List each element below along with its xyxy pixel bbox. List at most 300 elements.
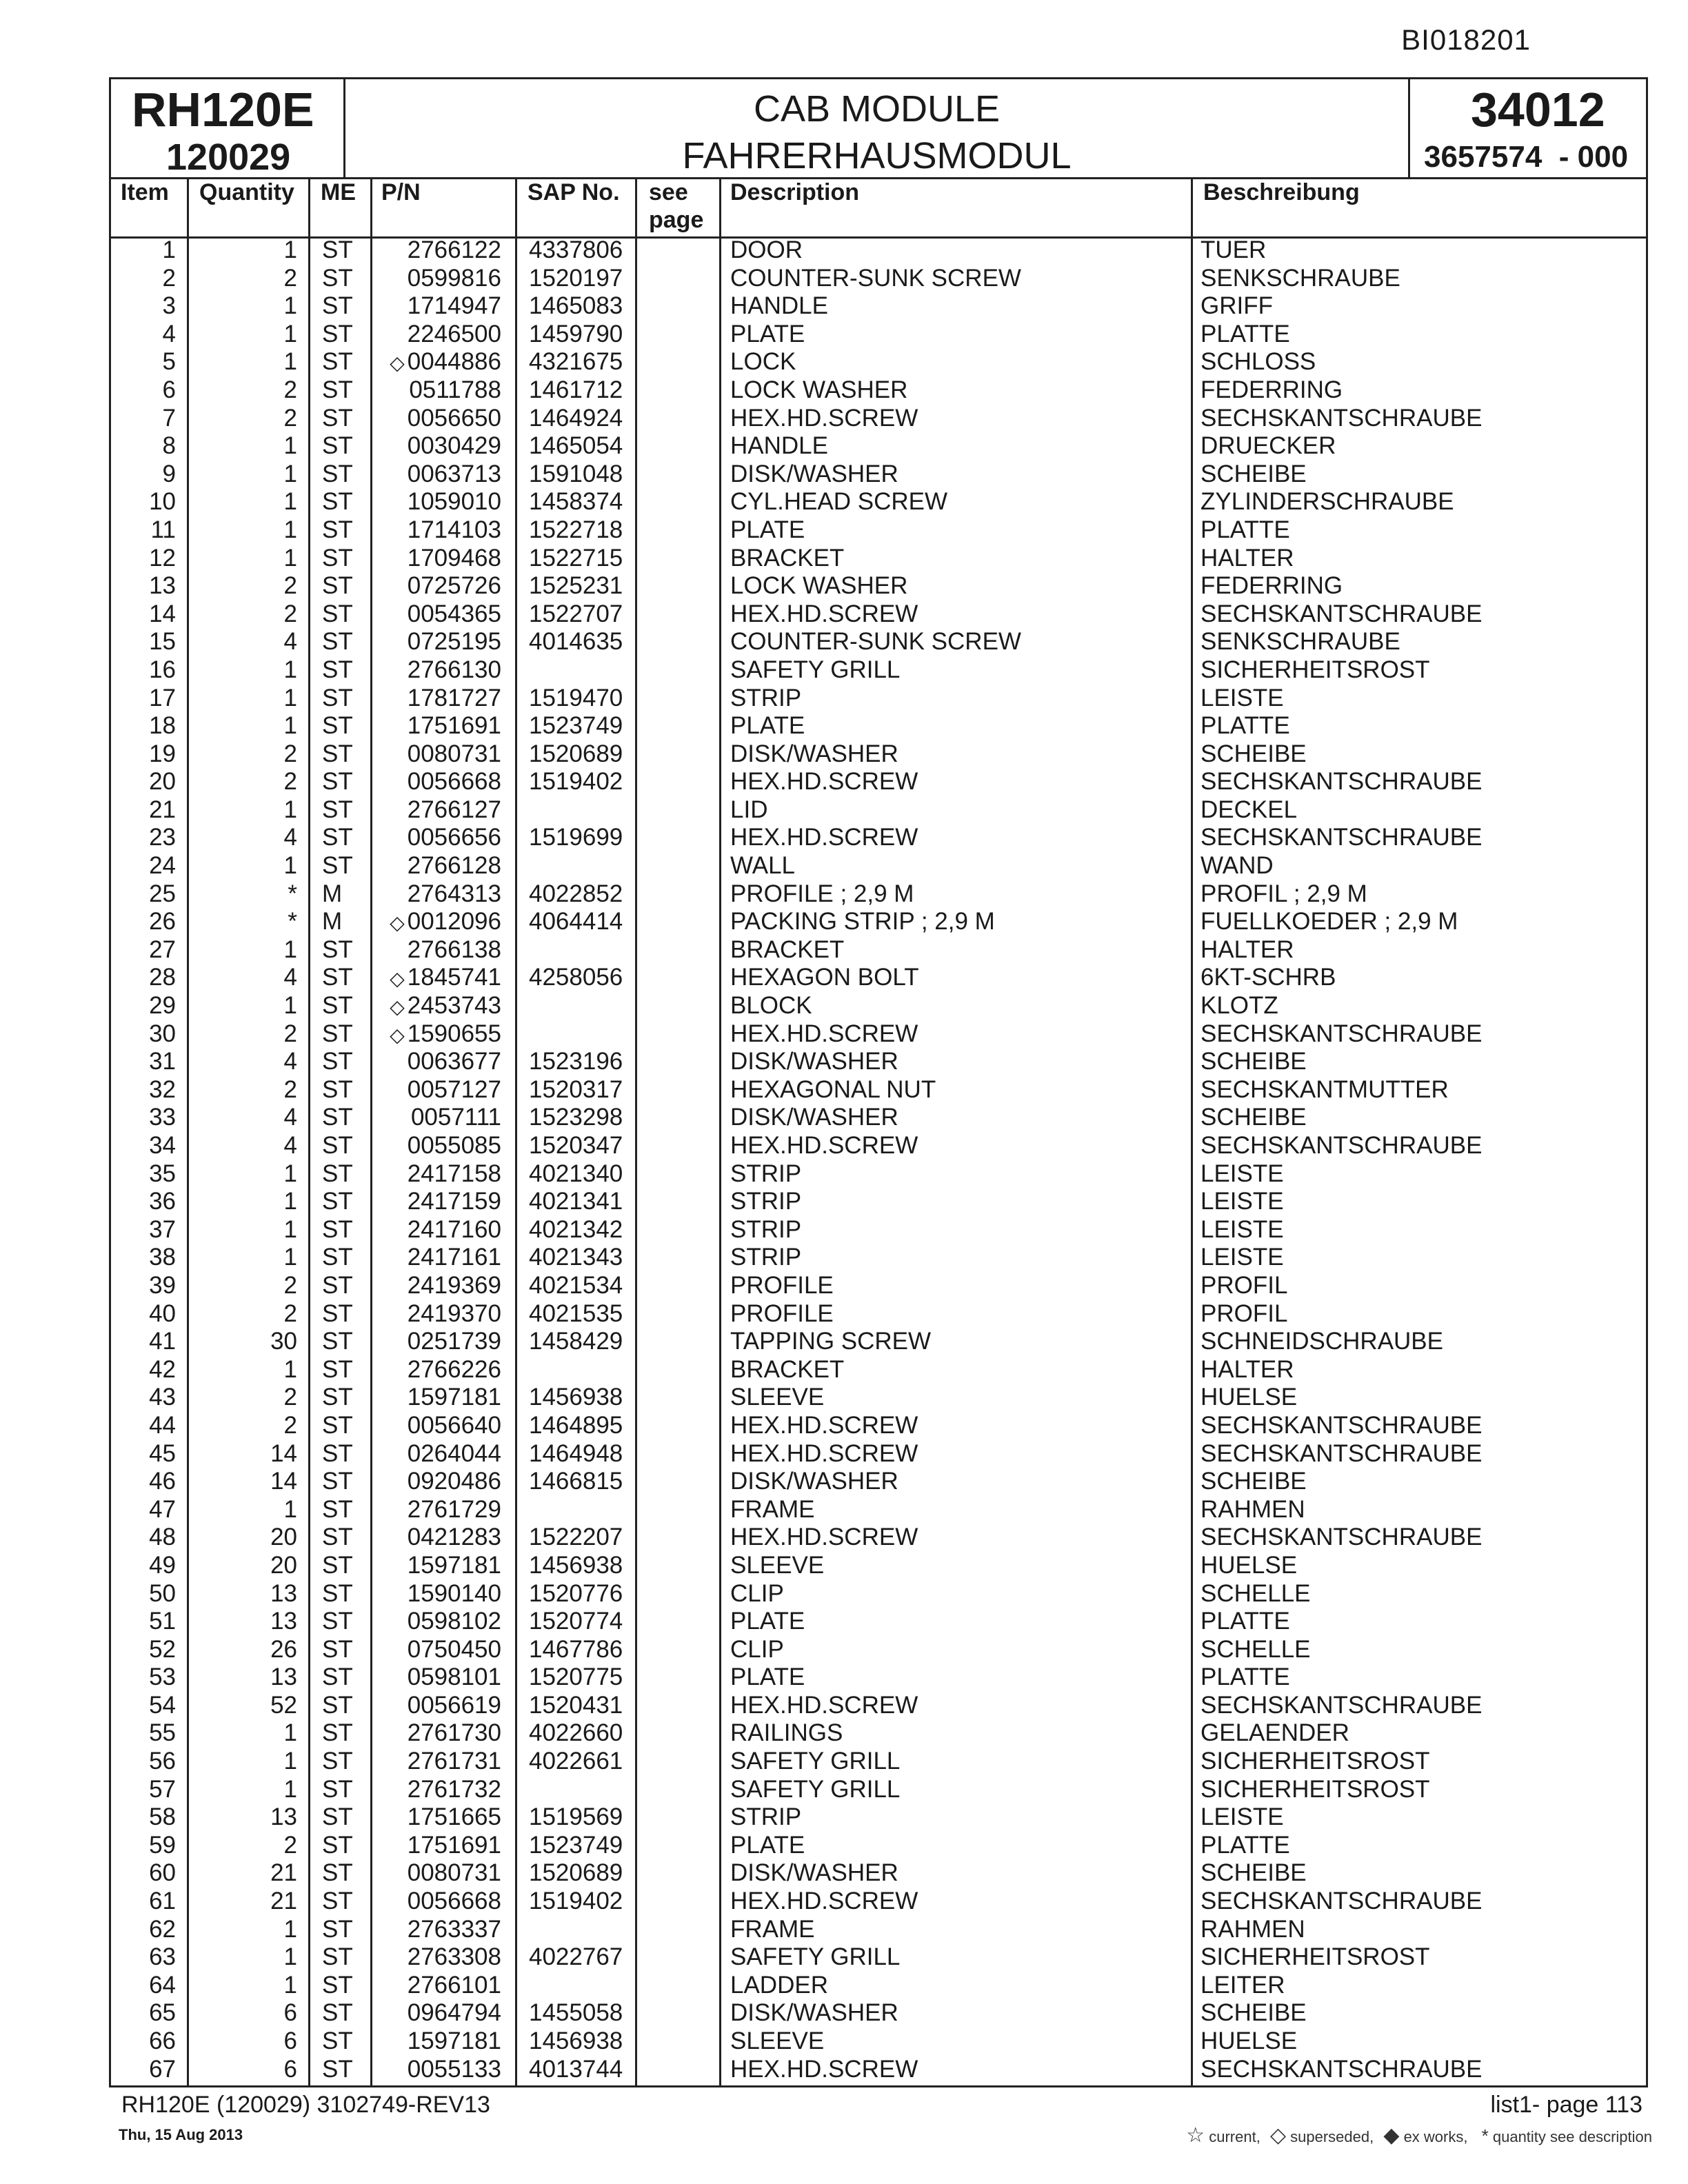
part-number-cell — [408, 1608, 501, 1636]
sap-number-cell — [529, 600, 623, 629]
part-number-cell — [408, 628, 501, 656]
description-cell — [730, 1608, 805, 1636]
part-number-cell — [390, 964, 501, 993]
beschreibung-cell-text: LEISTE — [1200, 1803, 1284, 1831]
item-number-text: 6 — [162, 376, 176, 403]
part-number-cell — [408, 936, 501, 964]
item-number-text: 65 — [149, 1999, 176, 2027]
unit-cell-text: M — [322, 908, 343, 936]
quantity-cell — [284, 292, 297, 321]
description-cell — [730, 321, 805, 349]
part-number-cell-text: 1751665 — [407, 1803, 501, 1831]
quantity-cell-text: 2 — [283, 600, 297, 627]
unit-cell-text: ST — [322, 2028, 353, 2054]
quantity-cell-text: 26 — [270, 1635, 297, 1663]
description-cell — [730, 936, 844, 964]
beschreibung-cell — [1200, 1943, 1430, 1972]
table-row — [111, 1832, 1646, 1860]
table-row — [111, 461, 1646, 489]
item-number-text: 11 — [150, 516, 176, 543]
quantity-cell — [284, 432, 297, 461]
item-number-text: 29 — [149, 992, 176, 1020]
quantity-cell — [284, 2028, 297, 2056]
sap-number-cell — [529, 2028, 623, 2056]
quantity-cell — [270, 1552, 297, 1580]
quantity-cell — [284, 852, 297, 880]
unit-cell — [322, 1636, 353, 1664]
description-cell — [730, 712, 805, 740]
sap-number-cell-text: 4258056 — [529, 964, 623, 991]
description-cell — [730, 1943, 900, 1972]
item-number-text: 53 — [149, 1664, 176, 1691]
unit-cell-text: ST — [322, 1915, 353, 1943]
description-cell-text: DISK/WASHER — [730, 740, 898, 767]
item-number-text: 3 — [162, 292, 176, 320]
item-number-text: 32 — [149, 1075, 176, 1103]
quantity-cell-text: 2 — [283, 768, 297, 796]
description-cell-text: BLOCK — [730, 992, 812, 1020]
quantity-cell-text: 2 — [283, 1411, 297, 1439]
description-cell-text: PROFILE ; 2,9 M — [730, 880, 914, 907]
item-number — [149, 2028, 176, 2056]
quantity-cell-text: 2 — [283, 264, 297, 292]
table-row — [111, 1972, 1646, 2000]
beschreibung-cell-text: PLATTE — [1200, 1608, 1290, 1635]
description-cell — [730, 796, 767, 825]
item-number — [149, 600, 176, 629]
quantity-cell — [270, 1859, 297, 1888]
quantity-cell — [270, 1608, 297, 1636]
sap-number-cell-text: 1520347 — [529, 1132, 623, 1159]
beschreibung-cell-text: FUELLKOEDER ; 2,9 M — [1200, 908, 1458, 936]
beschreibung-cell — [1200, 685, 1284, 713]
description-cell-text: WALL — [730, 852, 796, 880]
sap-number-cell — [529, 1104, 623, 1132]
item-number — [149, 852, 176, 880]
beschreibung-cell-text: LEISTE — [1200, 1160, 1284, 1187]
quantity-cell — [284, 1748, 297, 1776]
unit-cell-text: ST — [322, 656, 353, 683]
description-cell-text: FRAME — [730, 1495, 815, 1523]
part-number-cell — [408, 1356, 501, 1384]
item-number-text: 18 — [149, 712, 176, 740]
beschreibung-cell-text: SECHSKANTSCHRAUBE — [1200, 1524, 1483, 1551]
beschreibung-cell — [1200, 432, 1336, 461]
item-number-text: 56 — [149, 1748, 176, 1775]
part-number-cell — [408, 1748, 501, 1776]
sap-number-cell-text: 4022660 — [529, 1719, 623, 1747]
description-cell-text: BRACKET — [730, 1355, 845, 1383]
quantity-cell — [284, 321, 297, 349]
sap-number-cell-text: 1591048 — [529, 460, 623, 487]
quantity-cell — [284, 1076, 297, 1104]
description-cell-text: PACKING STRIP ; 2,9 M — [730, 908, 995, 936]
footer-page-number: list1- page 113 — [1490, 2092, 1642, 2118]
beschreibung-cell-text: SICHERHEITSROST — [1200, 1775, 1430, 1803]
unit-cell-text: ST — [322, 348, 353, 376]
beschreibung-cell — [1200, 1020, 1482, 1049]
table-row — [111, 1888, 1646, 1916]
diamond-filled-icon: ◆ — [1383, 2124, 1400, 2147]
part-number-cell — [408, 1496, 501, 1524]
unit-cell-text: ST — [322, 1579, 353, 1607]
part-number-cell — [408, 1132, 501, 1160]
item-number-text: 62 — [149, 1915, 176, 1943]
description-cell-text: HEX.HD.SCREW — [730, 1439, 918, 1467]
sap-number-cell-text: 1519402 — [529, 1888, 623, 1915]
quantity-cell — [284, 1244, 297, 1272]
unit-cell — [322, 908, 342, 936]
beschreibung-cell-text: SCHEIBE — [1200, 1048, 1307, 1075]
table-row — [111, 796, 1646, 825]
quantity-cell — [284, 628, 297, 656]
unit-cell-text: ST — [322, 572, 353, 600]
beschreibung-cell — [1200, 348, 1316, 376]
quantity-cell — [284, 1300, 297, 1328]
quantity-cell-text: 1 — [283, 488, 297, 516]
part-number-cell — [408, 265, 501, 293]
item-number-text: 39 — [149, 1271, 176, 1299]
unit-cell — [322, 936, 353, 964]
item-number — [149, 964, 176, 992]
table-row — [111, 1104, 1646, 1132]
unit-cell — [322, 376, 353, 405]
item-number-text: 13 — [149, 572, 176, 600]
part-number-cell — [408, 432, 501, 461]
description-cell-text: DISK/WASHER — [730, 1468, 898, 1495]
beschreibung-cell — [1200, 1636, 1311, 1664]
sap-number-cell — [529, 488, 623, 516]
description-cell-text: HEX.HD.SCREW — [730, 2055, 918, 2083]
quantity-cell-text: 2 — [283, 1271, 297, 1299]
unit-cell-text: ST — [322, 236, 353, 263]
beschreibung-cell — [1200, 292, 1273, 321]
sap-number-cell — [529, 265, 623, 293]
description-cell-text: PLATE — [730, 516, 805, 543]
unit-cell — [322, 880, 342, 909]
item-number-text: 20 — [149, 768, 176, 796]
beschreibung-cell — [1200, 1188, 1284, 1216]
item-number-text: 30 — [149, 1020, 176, 1047]
footer-date: Thu, 15 Aug 2013 — [119, 2126, 243, 2143]
part-number-cell — [408, 1440, 501, 1468]
table-row — [111, 1943, 1646, 1972]
unit-cell-text: M — [322, 880, 343, 907]
item-number-text: 35 — [149, 1160, 176, 1187]
quantity-cell-text: 4 — [283, 628, 297, 656]
item-number — [149, 572, 176, 600]
description-cell-text: LOCK WASHER — [730, 376, 908, 403]
quantity-cell-text: 20 — [270, 1524, 297, 1551]
table-row — [111, 1076, 1646, 1104]
sap-number-cell — [529, 516, 623, 545]
unit-cell — [322, 1496, 353, 1524]
item-number — [149, 488, 176, 516]
description-cell — [730, 1048, 898, 1076]
sap-number-cell — [529, 545, 623, 573]
beschreibung-cell — [1200, 796, 1297, 825]
table-row — [111, 1859, 1646, 1888]
beschreibung-cell — [1200, 1272, 1287, 1300]
sap-number-cell-text: 4022852 — [529, 880, 623, 907]
part-number-cell-text: 0056640 — [407, 1411, 501, 1439]
item-number-text: 64 — [149, 1971, 176, 1999]
sap-number-cell — [529, 1328, 623, 1356]
unit-cell — [322, 572, 353, 600]
sap-number-cell-text: 1456938 — [529, 1384, 623, 1411]
col-me: ME — [321, 179, 356, 205]
sap-number-cell — [529, 1440, 623, 1468]
unit-cell-text: ST — [322, 544, 353, 572]
unit-cell — [322, 1440, 353, 1468]
beschreibung-cell-text: SCHELLE — [1200, 1579, 1311, 1607]
legend-superseded: superseded, — [1290, 2128, 1374, 2145]
description-cell-text: CYL.HEAD SCREW — [730, 488, 948, 516]
header-band — [111, 79, 1646, 179]
item-number-text: 4 — [162, 320, 176, 347]
header-right — [1410, 79, 1646, 177]
quantity-cell — [284, 1972, 297, 2000]
part-number-cell — [408, 740, 501, 769]
item-number — [163, 265, 176, 293]
part-number-cell-text: 0057127 — [407, 1075, 501, 1103]
unit-cell — [322, 796, 353, 825]
item-number — [149, 992, 176, 1020]
unit-cell-text: ST — [322, 1999, 353, 2027]
quantity-cell-text: 2 — [283, 1075, 297, 1103]
description-cell-text: STRIP — [730, 684, 802, 711]
description-cell — [730, 1972, 828, 2000]
item-number-text: 19 — [149, 740, 176, 767]
unit-cell-text: ST — [322, 320, 353, 347]
description-cell — [730, 1356, 844, 1384]
sap-number-cell-text: 1456938 — [529, 2028, 623, 2054]
sap-number-cell — [529, 1888, 623, 1916]
sap-number-cell — [529, 685, 623, 713]
table-row — [111, 908, 1646, 936]
unit-cell-text: ST — [322, 796, 353, 823]
quantity-cell — [284, 1216, 297, 1244]
item-number — [149, 1748, 176, 1776]
table-row — [111, 1216, 1646, 1244]
part-number-cell-text: 2766130 — [407, 656, 501, 683]
sap-number-cell-text: 1458429 — [529, 1328, 623, 1355]
unit-cell-text: ST — [322, 1943, 353, 1971]
sap-number-cell — [529, 1580, 623, 1608]
unit-cell-text: ST — [322, 992, 353, 1020]
unit-cell — [322, 1104, 353, 1132]
item-number-text: 46 — [149, 1468, 176, 1495]
table-row — [111, 656, 1646, 685]
description-cell-text: SLEEVE — [730, 2028, 825, 2054]
part-number-cell-text: 2763337 — [407, 1915, 501, 1943]
quantity-cell-text: 2 — [283, 1020, 297, 1047]
sap-number-cell-text: 1520689 — [529, 740, 623, 767]
beschreibung-cell — [1200, 1608, 1290, 1636]
part-number-cell — [408, 1524, 501, 1552]
beschreibung-cell-text: SCHEIBE — [1200, 460, 1307, 487]
description-cell — [730, 1580, 784, 1608]
sap-number-cell-text: 1520431 — [529, 1691, 623, 1719]
item-number-text: 58 — [149, 1803, 176, 1831]
part-number-cell-text: 2766128 — [407, 852, 501, 880]
part-number-cell — [408, 1384, 501, 1412]
item-number — [149, 796, 176, 825]
part-number-cell-text: 2417158 — [407, 1160, 501, 1187]
star-outline-icon: ☆ — [1186, 2124, 1205, 2147]
table-row — [111, 712, 1646, 740]
table-row — [111, 516, 1646, 545]
sap-number-cell — [529, 1076, 623, 1104]
part-number-cell — [408, 824, 501, 852]
sap-number-cell-text: 1520689 — [529, 1859, 623, 1887]
item-number-text: 44 — [149, 1411, 176, 1439]
sap-number-cell-text: 1520774 — [529, 1608, 623, 1635]
table-row — [111, 1664, 1646, 1692]
part-number-cell-text: 1845741 — [407, 964, 501, 991]
part-number-cell — [408, 1664, 501, 1692]
unit-cell — [322, 852, 353, 880]
quantity-cell-text: 4 — [283, 964, 297, 991]
sap-number-cell-text: 1523749 — [529, 712, 623, 740]
table-row — [111, 1636, 1646, 1664]
beschreibung-cell — [1200, 1664, 1290, 1692]
part-number-cell-text: 2419370 — [407, 1300, 501, 1327]
beschreibung-cell — [1200, 516, 1290, 545]
description-cell-text: FRAME — [730, 1915, 815, 1943]
item-number-text: 49 — [149, 1551, 176, 1579]
beschreibung-cell — [1200, 405, 1482, 433]
table-row — [111, 1020, 1646, 1049]
beschreibung-cell-text: PROFIL — [1200, 1300, 1288, 1327]
quantity-cell — [284, 461, 297, 489]
item-number — [163, 432, 176, 461]
item-number — [149, 1160, 176, 1189]
part-number-cell-text: 0056650 — [407, 404, 501, 432]
beschreibung-cell — [1200, 1216, 1284, 1244]
beschreibung-cell — [1200, 1300, 1287, 1328]
quantity-cell-text: 2 — [283, 572, 297, 600]
item-number — [149, 1440, 176, 1468]
quantity-cell-text: 1 — [283, 348, 297, 376]
description-cell — [730, 852, 795, 880]
sap-number-cell-text: 4337806 — [529, 236, 623, 263]
description-cell — [730, 2056, 918, 2084]
quantity-cell-text: 20 — [270, 1551, 297, 1579]
sap-number-cell-text: 4021340 — [529, 1160, 623, 1187]
beschreibung-cell-text: GRIFF — [1200, 292, 1273, 320]
beschreibung-cell — [1200, 1692, 1482, 1720]
table-row — [111, 2028, 1646, 2056]
unit-cell — [322, 1972, 353, 2000]
part-number-cell — [408, 1552, 501, 1580]
item-number-text: 59 — [149, 1831, 176, 1859]
sap-number-cell-text: 1519402 — [529, 768, 623, 796]
unit-cell — [322, 1188, 353, 1216]
part-number-cell — [408, 321, 501, 349]
beschreibung-cell — [1200, 1076, 1449, 1104]
sap-number-cell-text: 1465054 — [529, 432, 623, 460]
quantity-cell — [284, 964, 297, 992]
beschreibung-cell-text: HALTER — [1200, 1355, 1294, 1383]
quantity-cell-text: 1 — [283, 796, 297, 823]
part-number-cell — [411, 1104, 501, 1132]
part-number-cell — [408, 1803, 501, 1832]
description-cell-text: PROFILE — [730, 1271, 834, 1299]
beschreibung-cell-text: PLATTE — [1200, 320, 1290, 347]
beschreibung-cell — [1200, 1776, 1430, 1804]
description-cell — [730, 572, 907, 600]
superseded-diamond-icon: ◇ — [390, 968, 405, 990]
description-cell — [730, 908, 995, 936]
item-number-text: 2 — [162, 264, 176, 292]
description-cell — [730, 992, 812, 1020]
quantity-cell — [284, 1412, 297, 1440]
part-number-cell-text: 2246500 — [407, 320, 501, 347]
description-cell — [730, 432, 828, 461]
sap-number-cell-text: 1519470 — [529, 684, 623, 711]
quantity-cell — [270, 1328, 297, 1356]
sap-number-cell-text: 4021342 — [529, 1215, 623, 1243]
sap-number-cell — [529, 1524, 623, 1552]
part-number-cell — [408, 1328, 501, 1356]
item-number-text: 36 — [149, 1188, 176, 1215]
description-cell-text: HEX.HD.SCREW — [730, 1888, 918, 1915]
unit-cell — [322, 1719, 353, 1748]
part-number-cell-text: 0264044 — [407, 1439, 501, 1467]
quantity-cell — [270, 1440, 297, 1468]
legend-quantity: quantity see description — [1492, 2128, 1652, 2145]
item-number — [149, 1468, 176, 1496]
beschreibung-cell — [1200, 545, 1294, 573]
beschreibung-cell — [1200, 908, 1458, 936]
unit-cell-text: ST — [322, 292, 353, 320]
beschreibung-cell — [1200, 1832, 1290, 1860]
item-number — [149, 1916, 176, 1944]
quantity-cell-text: 13 — [270, 1579, 297, 1607]
quantity-cell — [284, 572, 297, 600]
item-number — [149, 1300, 176, 1328]
part-number-cell-text: 1714947 — [407, 292, 501, 320]
description-cell-text: HEX.HD.SCREW — [730, 1020, 918, 1047]
part-number-cell — [408, 1888, 501, 1916]
description-cell — [730, 348, 796, 376]
table-row — [111, 1580, 1646, 1608]
beschreibung-cell-text: HUELSE — [1200, 1384, 1298, 1411]
part-number-cell — [409, 376, 501, 405]
unit-cell — [322, 1916, 353, 1944]
item-number — [163, 236, 176, 265]
quantity-cell-text: 1 — [283, 1943, 297, 1971]
sap-number-cell-text: 1461712 — [529, 376, 623, 403]
unit-cell-text: ST — [322, 964, 353, 991]
sap-number-cell-text: 1522718 — [529, 516, 623, 543]
quantity-cell — [284, 236, 297, 265]
sap-number-cell — [529, 1160, 623, 1189]
sap-number-cell-text: 1458374 — [529, 488, 623, 516]
sap-number-cell — [529, 1748, 623, 1776]
part-number-cell-text: 2761729 — [407, 1495, 501, 1523]
superseded-diamond-icon: ◇ — [390, 912, 405, 934]
item-number-text: 7 — [162, 404, 176, 432]
item-number-text: 28 — [149, 964, 176, 991]
table-row — [111, 1048, 1646, 1076]
unit-cell-text: ST — [322, 1355, 353, 1383]
sap-number-cell — [529, 432, 623, 461]
beschreibung-cell-text: SCHEIBE — [1200, 1104, 1307, 1131]
description-cell — [730, 1104, 898, 1132]
sap-number-cell — [529, 1859, 623, 1888]
